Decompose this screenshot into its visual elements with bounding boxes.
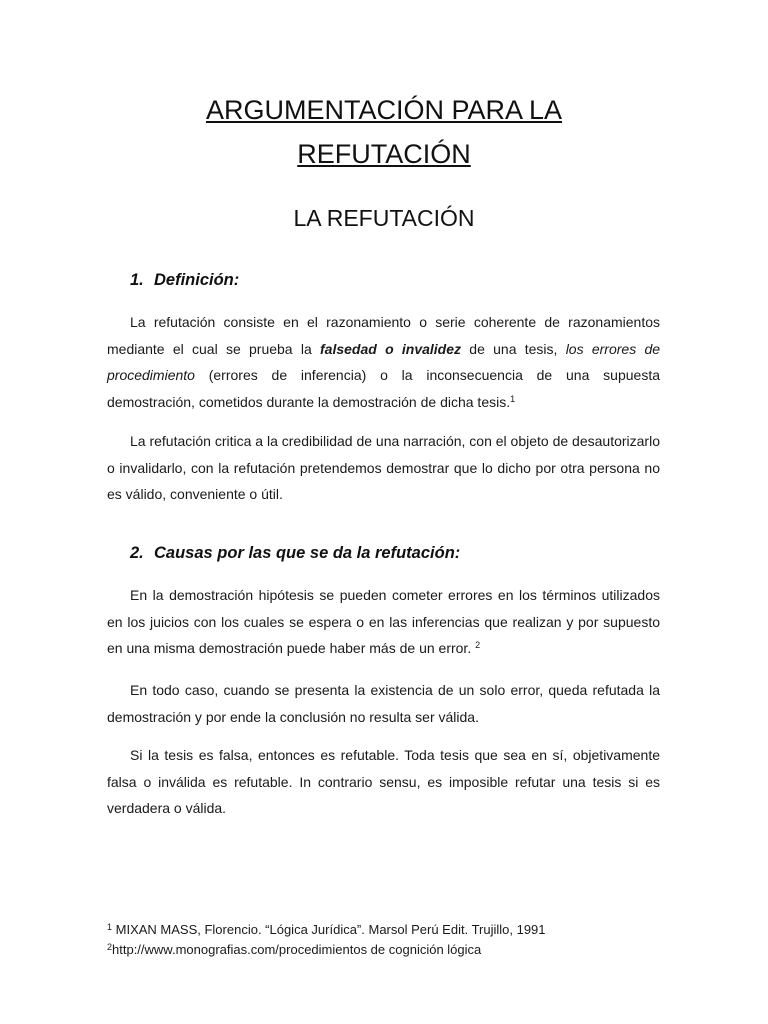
footnote-2: $^2$http://www.monografias.com/procedimientos de cognición lógica (107, 941, 482, 957)
title-line-1: ARGUMENTACIÓN PARA LA (205, 95, 563, 125)
footnote-ref-1[interactable]: 1 (510, 394, 516, 405)
title-line-2: REFUTACIÓN (297, 139, 471, 169)
section-2-heading (130, 541, 460, 565)
footnotes (107, 920, 667, 959)
section-2-paragraph-3: Si la tesis es falsa, entonces es refutable. Toda tesis que sea en sí, objetivamente falsa o inválida es refutable. In contrario sensu, es imposible refutar una tesis si es verdadera o válida. (107, 747, 660, 817)
section-1-title: Definición: (154, 271, 240, 289)
section-1-paragraph-1: La refutación consiste en el razonamiento o serie coherente de razonamientos mediante el cual se prueba la falsedad o invalidez de una tesis, los errores de procedimiento (errores de inferencia) o la inconsecuencia de una supuesta demostración, cometidos durante la demostración de dicha tesis.$^1$ (107, 314, 661, 411)
section-2-title: Causas por las que se da la refutación: (154, 544, 461, 562)
emphasis-bold-italic: falsedad o invalidez (320, 340, 462, 357)
emphasis-italic: los errores de procedimiento (107, 340, 661, 384)
footnote-1: $^1$ MIXAN MASS, Florencio. “Lógica Jurídica”. Marsol Perú Edit. Trujillo, 1991 (107, 922, 546, 937)
section-1-number: 1. (130, 271, 144, 289)
section-1-heading (130, 268, 239, 292)
footnote-ref-2[interactable]: 2 (475, 640, 481, 651)
section-2-number: 2. (130, 544, 144, 562)
page-title (100, 88, 668, 176)
section-2-paragraph-1: En la demostración hipótesis se pueden cometer errores en los términos utilizados en los juicios con los cuales se espera o en las inferencias que realizan y por supuesto en una misma demostración puede haber más de un error. $^2$ (107, 587, 660, 657)
section-2-paragraph-2: En todo caso, cuando se presenta la existencia de un solo error, queda refutada la demostración y por ende la conclusión no resulta ser válida. (107, 682, 660, 725)
subtitle: LA REFUTACIÓN (293, 205, 475, 231)
section-1-paragraph-2: La refutación critica a la credibilidad de una narración, con el objeto de desautorizarlo o invalidarlo, con la refutación pretendemos demostrar que lo dicho por otra persona no es válido, conveniente o útil. (107, 433, 660, 503)
footnote-2-link[interactable]: http://www.monografias.com/procedimientos de cognición lógica (112, 941, 482, 957)
